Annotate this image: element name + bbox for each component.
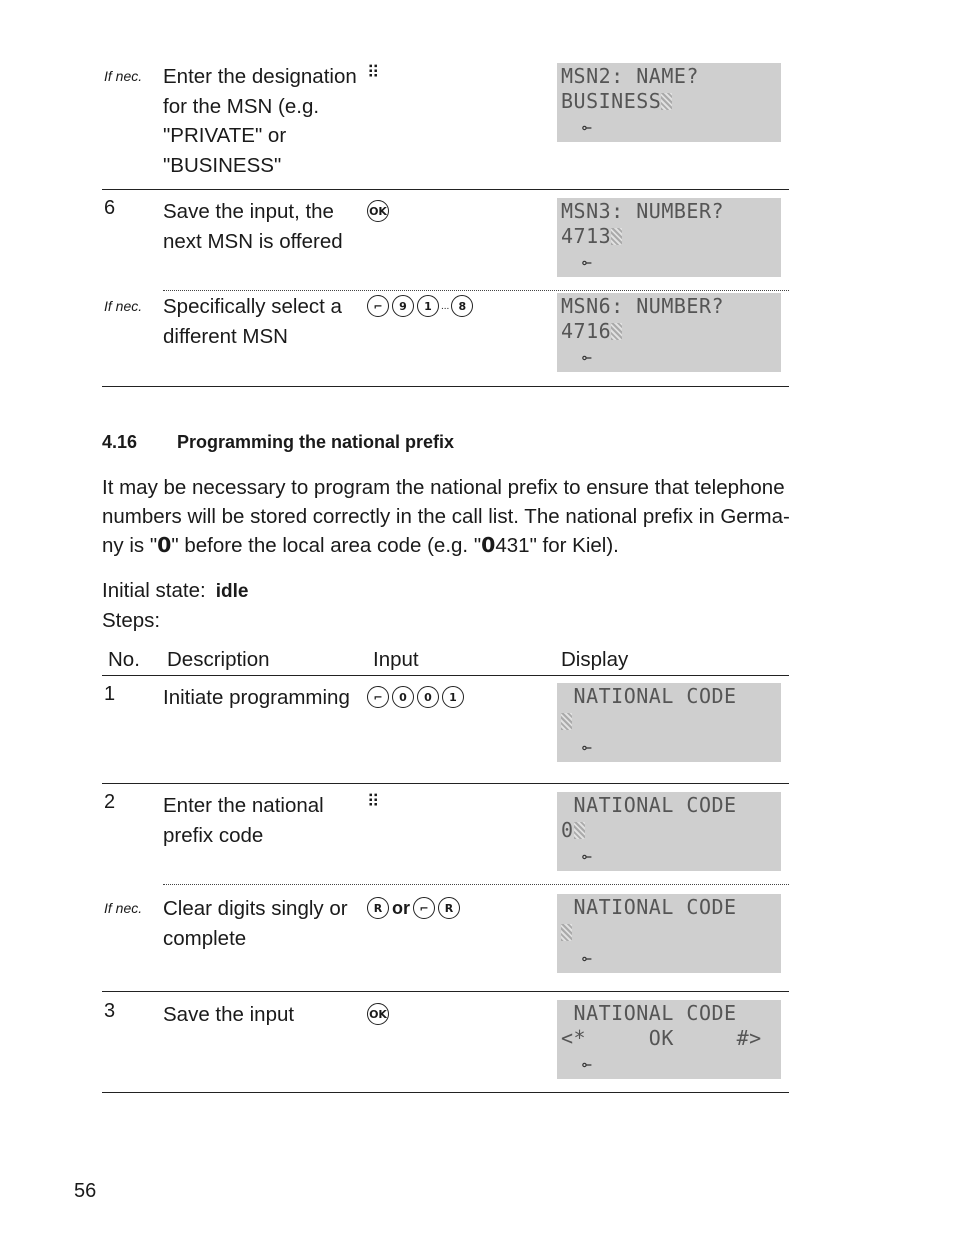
- table-rule: [102, 783, 789, 784]
- step-description: Enter the national prefix code: [163, 794, 324, 847]
- hook-key-icon: ⌐: [413, 897, 435, 919]
- step-description: Save the input, the next MSN is offered: [163, 200, 343, 253]
- enter-arrow-icon: ⟜: [582, 949, 593, 968]
- col-header-input: Input: [373, 648, 419, 671]
- step-description: Initiate programming: [163, 686, 350, 709]
- keypad-icon: ⠿: [367, 792, 380, 812]
- step-number: 6: [104, 197, 116, 219]
- digit-key-icon: 8: [451, 295, 473, 317]
- hook-key-icon: ⌐: [367, 686, 389, 708]
- enter-arrow-icon: ⟜: [582, 738, 593, 757]
- col-header-description: Description: [167, 648, 270, 671]
- lcd-display: [557, 198, 781, 277]
- display-line-1: NATIONAL CODE: [561, 793, 737, 817]
- enter-arrow-icon: ⟜: [582, 348, 593, 367]
- enter-arrow-icon: ⟜: [582, 118, 593, 137]
- para-text: 431" for Kiel).: [495, 534, 619, 557]
- if-nec-label: If nec.: [104, 298, 143, 314]
- display-line-1: NATIONAL CODE: [561, 1001, 737, 1025]
- table-rule-dotted: [163, 884, 789, 885]
- section-number: 4.16: [102, 432, 138, 452]
- step-input: [367, 1003, 389, 1025]
- lcd-display: [557, 1000, 781, 1079]
- keypad-icon: ⠿: [367, 63, 380, 83]
- table-rule: [102, 991, 789, 992]
- page-number: 56: [74, 1180, 97, 1202]
- cursor-icon: [574, 822, 585, 839]
- table-rule: [102, 1092, 789, 1093]
- if-nec-label: If nec.: [104, 68, 143, 84]
- step-input: [367, 897, 460, 919]
- digit-key-icon: 1: [442, 686, 464, 708]
- display-line-2: 4716: [561, 318, 612, 343]
- table-rule: [102, 675, 789, 676]
- enter-arrow-icon: ⟜: [582, 847, 593, 866]
- step-number: 2: [104, 791, 116, 813]
- display-line-2: 0: [561, 817, 574, 842]
- lcd-display: [557, 293, 781, 372]
- display-line-1: NATIONAL CODE: [561, 684, 737, 708]
- step-input: [367, 295, 473, 317]
- or-text: or: [392, 897, 410, 918]
- display-line-1: MSN6: NUMBER?: [561, 294, 725, 318]
- display-line-1: NATIONAL CODE: [561, 895, 737, 919]
- section-heading: [102, 432, 454, 453]
- display-line-1: MSN2: NAME?: [561, 64, 699, 88]
- ok-key-icon: OK: [367, 1003, 389, 1025]
- enter-arrow-icon: ⟜: [582, 253, 593, 272]
- col-header-no: No.: [108, 648, 140, 671]
- table-rule: [102, 189, 789, 190]
- if-nec-label: If nec.: [104, 900, 143, 916]
- section-title: Programming the national prefix: [177, 432, 455, 452]
- lcd-display: [557, 63, 781, 142]
- r-key-icon: R: [438, 897, 460, 919]
- steps-label: Steps:: [102, 609, 161, 632]
- step-number: 3: [104, 1000, 116, 1022]
- digit-key-icon: 0: [417, 686, 439, 708]
- step-description: Clear digits singly or complete: [163, 897, 348, 950]
- para-bold: 0: [157, 533, 172, 557]
- step-description: Enter the designation for the MSN (e.g. "PRIVATE" or "BUSINESS": [163, 65, 357, 177]
- step-description: Specifically select a different MSN: [163, 295, 342, 348]
- col-header-display: Display: [561, 648, 629, 671]
- hook-key-icon: ⌐: [367, 295, 389, 317]
- intro-paragraph: [102, 473, 792, 560]
- cursor-icon: [611, 228, 622, 245]
- cursor-icon: [561, 924, 572, 941]
- initial-state-label: Initial state:: [102, 579, 206, 602]
- cursor-icon: [611, 323, 622, 340]
- table-rule: [102, 386, 789, 387]
- initial-state: [102, 576, 248, 635]
- digit-key-icon: 9: [392, 295, 414, 317]
- ok-key-icon: OK: [367, 200, 389, 222]
- step-description: Save the input: [163, 1003, 295, 1026]
- display-line-2: BUSINESS: [561, 88, 662, 113]
- display-line-2: 4713: [561, 223, 612, 248]
- cursor-icon: [661, 93, 672, 110]
- para-text: " before the local area code (e.g. ": [171, 534, 482, 557]
- step-input: [367, 794, 379, 811]
- step-input: [367, 686, 464, 708]
- cursor-icon: [561, 713, 572, 730]
- step-input: [367, 200, 389, 222]
- lcd-display: [557, 792, 781, 871]
- para-text: It may be necessary to program the national prefix to ensure that telephone numbers will be stored correctly in the call list. The national prefix in Germa-ny is ": [102, 476, 790, 557]
- digit-key-icon: 1: [417, 295, 439, 317]
- step-input: [367, 65, 379, 82]
- display-line-1: MSN3: NUMBER?: [561, 199, 725, 223]
- lcd-display: [557, 683, 781, 762]
- table-rule-dotted: [163, 290, 789, 291]
- lcd-display: [557, 894, 781, 973]
- r-key-icon: R: [367, 897, 389, 919]
- digit-key-icon: 0: [392, 686, 414, 708]
- display-line-2: <* OK #>: [561, 1025, 762, 1050]
- initial-state-value: idle: [215, 581, 249, 602]
- step-number: 1: [104, 683, 116, 705]
- enter-arrow-icon: ⟜: [582, 1055, 593, 1074]
- para-bold: 0: [481, 533, 496, 557]
- range-dots: ...: [441, 300, 450, 312]
